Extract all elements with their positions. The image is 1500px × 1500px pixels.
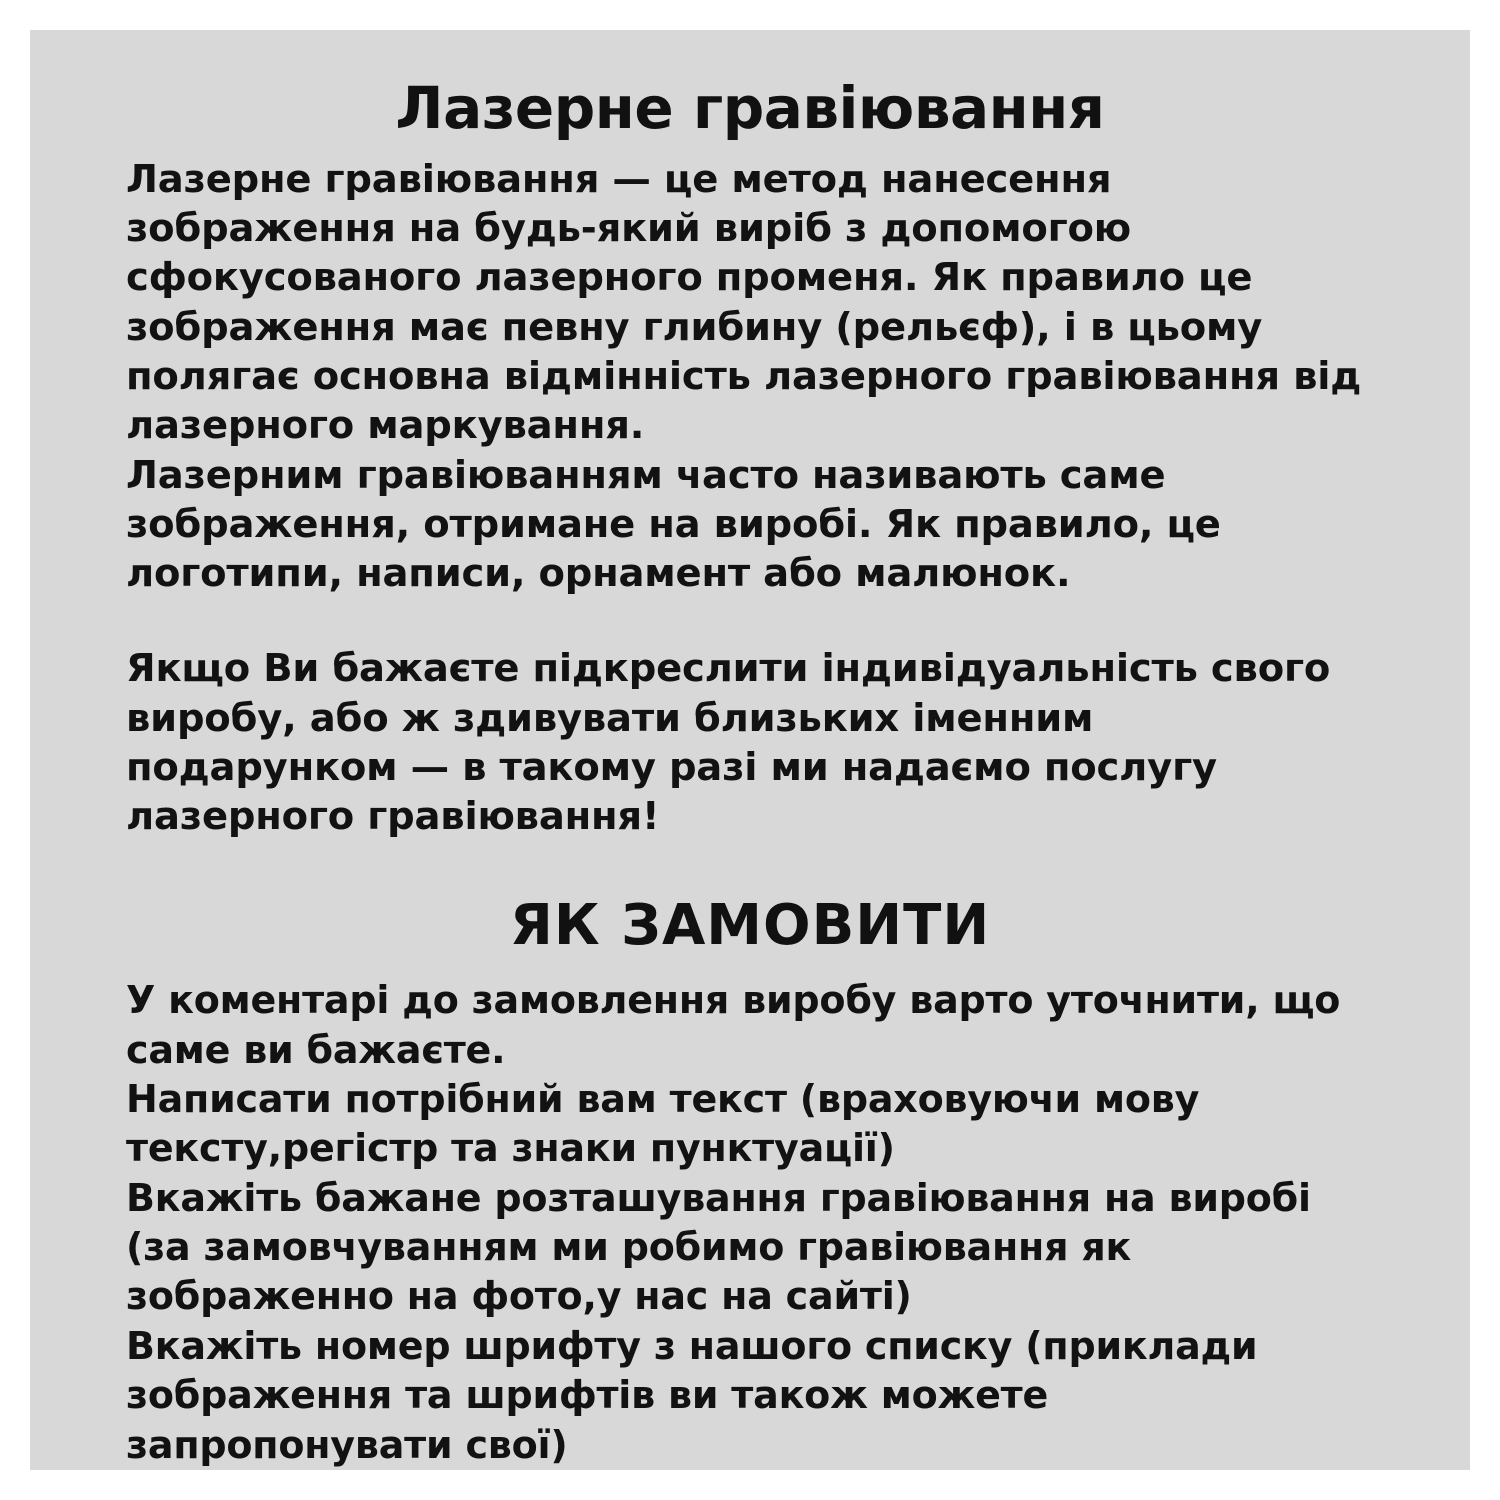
content-card bbox=[30, 30, 1470, 1470]
order-steps-list bbox=[126, 976, 1374, 1470]
order-step-4: Вкажіть номер шрифту з нашого списку (приклади зображення та шрифтів ви також можете запропонувати свої) bbox=[126, 1323, 1258, 1467]
order-step-1: У коментарі до замовлення виробу варто уточнити, що саме ви бажаєте. bbox=[126, 978, 1341, 1072]
intro-paragraph-3: Якщо Ви бажаєте підкреслити індивідуальність свого виробу, або ж здивувати близьких іменним подарунком — в такому разі ми надаємо послугу лазерного гравіювання! bbox=[126, 646, 1331, 840]
section-title-how-to-order: ЯК ЗАМОВИТИ bbox=[509, 893, 991, 959]
order-step-3: Вкажіть бажане розташування гравіювання на виробі (за замовчуванням ми робимо гравіювання як зображенно на фото,у нас на сайті) bbox=[126, 1175, 1311, 1319]
order-step-2: Написати потрібний вам текст (враховуючи мову тексту,регістр та знаки пунктуації) bbox=[126, 1076, 1200, 1171]
paragraph-spacer bbox=[126, 598, 1374, 644]
page-title: Лазерне гравіювання bbox=[395, 74, 1105, 142]
intro-paragraph-2: Лазерним гравіюванням часто називають саме зображення, отримане на виробі. Як правило, це логотипи, написи, орнамент або малюнок. bbox=[126, 452, 1221, 597]
intro-paragraph-1: Лазерне гравіювання — це метод нанесення зображення на будь-який виріб з допомогою сфокусованого лазерного променя. Як правило це зображення має певну глибину (рельєф), і в цьому полягає основна відмінність лазерного гравіювання від лазерного маркування. bbox=[126, 156, 1362, 449]
